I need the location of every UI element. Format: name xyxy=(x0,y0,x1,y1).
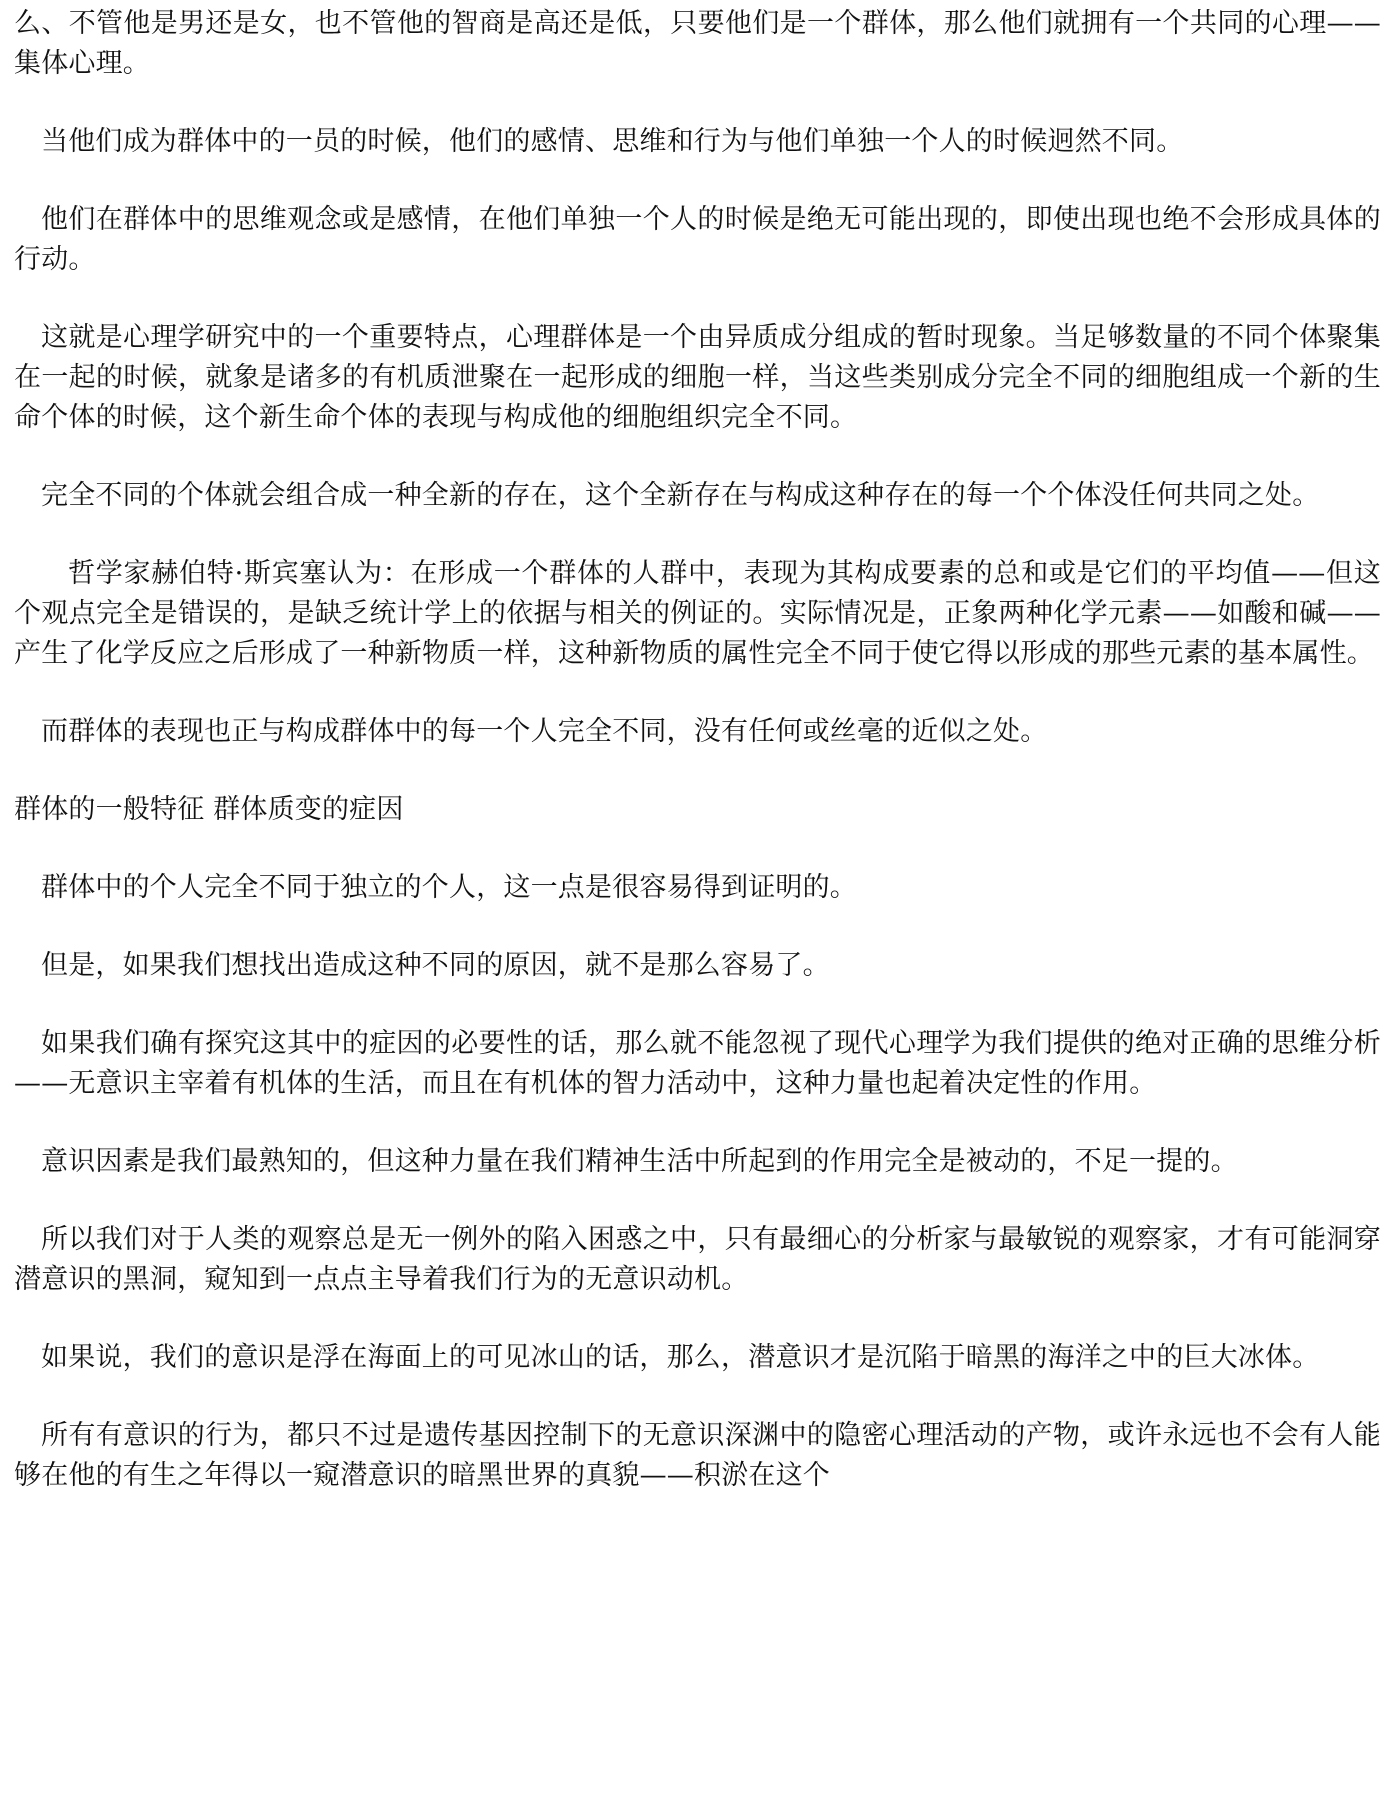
paragraph-collective-psychology: 么、不管他是男还是女，也不管他的智商是高还是低，只要他们是一个群体，那么他们就拥有一个共同的心理——集体心理。 xyxy=(14,8,1381,79)
document-page xyxy=(14,4,1381,1800)
paragraph-observation: 所以我们对于人类的观察总是无一例外的陷入困惑之中，只有最细心的分析家与最敏锐的观察家，才有可能洞穿潜意识的黑洞，窥知到一点点主导着我们行为的无意识动机。 xyxy=(14,1224,1381,1295)
paragraph-conscious-factors: 意识因素是我们最熟知的，但这种力量在我们精神生活中所起到的作用完全是被动的，不足一提的。 xyxy=(41,1146,1238,1177)
paragraph-individual-in-group: 群体中的个人完全不同于独立的个人，这一点是很容易得到证明的。 xyxy=(41,872,857,903)
paragraph-group-behavior: 而群体的表现也正与构成群体中的每一个人完全不同，没有任何或丝毫的近似之处。 xyxy=(41,716,1048,747)
paragraph-herbert-spencer: 哲学家赫伯特·斯宾塞认为：在形成一个群体的人群中，表现为其构成要素的总和或是它们的平均值——但这个观点完全是错误的，是缺乏统计学上的依据与相关的例证的。实际情况是，正象两种化学元素——如酸和碱——产生了化学反应之后形成了一种新物质一样，这种新物质的属性完全不同于使它得以形成的那些元素的基本属性。 xyxy=(14,558,1381,669)
paragraph-finding-causes: 但是，如果我们想找出造成这种不同的原因，就不是那么容易了。 xyxy=(41,950,830,981)
paragraph-psychological-crowd: 这就是心理学研究中的一个重要特点，心理群体是一个由异质成分组成的暂时现象。当足够数量的不同个体聚集在一起的时候，就象是诸多的有机质泄聚在一起形成的细胞一样，当这些类别成分完全不同的细胞组成一个新的生命个体的时候，这个新生命个体的表现与构成他的细胞组织完全不同。 xyxy=(14,322,1381,433)
paragraph-member-of-group: 当他们成为群体中的一员的时候，他们的感情、思维和行为与他们单独一个人的时候迥然不同。 xyxy=(41,126,1184,157)
paragraph-new-existence: 完全不同的个体就会组合成一种全新的存在，这个全新存在与构成这种存在的每一个个体没任何共同之处。 xyxy=(41,480,1320,511)
paragraph-conscious-acts: 所有有意识的行为，都只不过是遗传基因控制下的无意识深渊中的隐密心理活动的产物，或许永远也不会有人能够在他的有生之年得以一窥潜意识的暗黑世界的真貌——积淤在这个 xyxy=(14,1420,1381,1491)
paragraph-iceberg: 如果说，我们的意识是浮在海面上的可见冰山的话，那么，潜意识才是沉陷于暗黑的海洋之中的巨大冰体。 xyxy=(41,1342,1320,1373)
paragraph-group-thinking: 他们在群体中的思维观念或是感情，在他们单独一个人的时候是绝无可能出现的，即使出现也绝不会形成具体的行动。 xyxy=(14,204,1381,275)
section-heading: 群体的一般特征 群体质变的症因 xyxy=(14,794,404,825)
paragraph-modern-psychology: 如果我们确有探究这其中的症因的必要性的话，那么就不能忽视了现代心理学为我们提供的绝对正确的思维分析——无意识主宰着有机体的生活，而且在有机体的智力活动中，这种力量也起着决定性的作用。 xyxy=(14,1028,1381,1099)
